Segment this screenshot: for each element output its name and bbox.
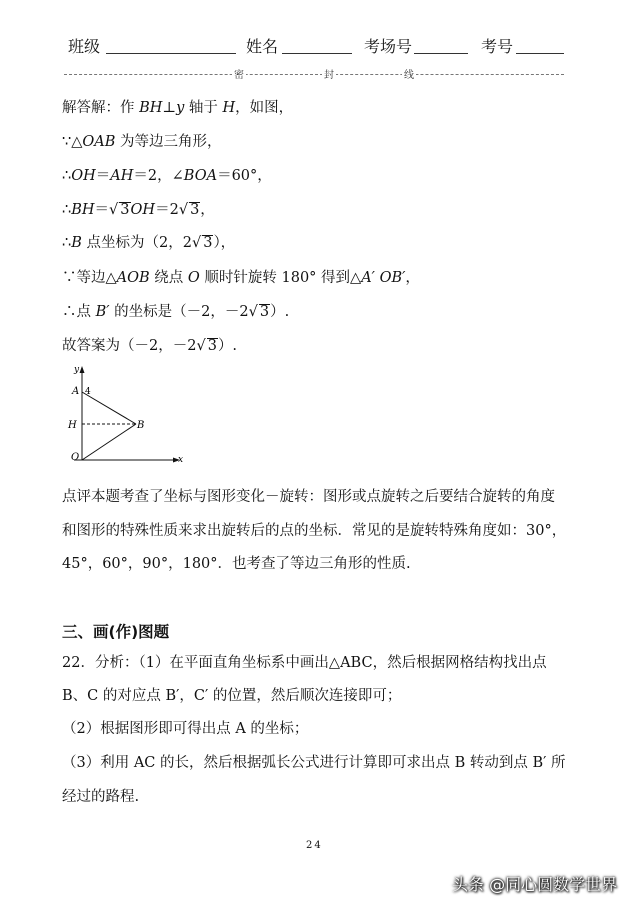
number-blank <box>516 53 564 54</box>
label-b: B <box>137 420 145 431</box>
comment-line-1: 点评本题考查了坐标与图形变化－旋转：图形或点旋转之后要结合旋转的角度 <box>62 489 555 505</box>
room-label: 考场号 <box>364 37 413 56</box>
label-x: x <box>178 455 184 465</box>
comment-line-3: 45°，60°，90°，180°．也考查了等边三角形的性质. <box>62 556 411 572</box>
solution-line-5: ∵等边△AOB 绕点 O 顺时针旋转 180° 得到△A′ OB′， <box>62 270 420 286</box>
q22-line-4: （3）利用 AC 的长，然后根据弧长公式进行计算即可求出点 B 转动到点 B′ 所 <box>62 755 566 771</box>
solution-line-6: ∴点 B′ 的坐标是（－2，－2√ 3）. <box>62 304 290 320</box>
q22-line-5: 经过的路程. <box>62 789 140 805</box>
solution-answer: 故答案为（－2，－2√ 3）. <box>62 338 238 354</box>
label-y: y <box>74 365 80 375</box>
label-h: H <box>68 420 77 431</box>
seal-line <box>64 74 564 75</box>
q22-line-1: 22．分析：（1）在平面直角坐标系中画出△ABC，然后根据网格结构找出点 <box>62 655 547 671</box>
solution-line-4: ∴B 点坐标为（2，2√ 3）， <box>62 235 236 251</box>
solution-line-2: ∴OH＝AH＝2，∠BOA＝60°， <box>62 168 272 184</box>
y-axis-arrow <box>80 366 85 373</box>
name-label: 姓名 <box>246 37 279 56</box>
section-title: 三、画(作)图题 <box>62 623 170 641</box>
solution-line-3: ∴BH＝√ 3OH＝2√ 3， <box>62 202 215 218</box>
class-blank <box>106 53 236 54</box>
q22-line-3: （2）根据图形即可得出点 A 的坐标； <box>62 721 309 737</box>
solution-line-1: ∵△OAB 为等边三角形， <box>62 134 222 150</box>
seal-char-3: 线 <box>402 66 416 81</box>
page-number: 24 <box>306 840 323 851</box>
number-label: 考号 <box>481 37 514 56</box>
label-a: A <box>72 386 80 397</box>
q22-line-2: B、C 的对应点 B′，C′ 的位置，然后顺次连接即可； <box>62 688 402 704</box>
comment-line-2: 和图形的特殊性质来求出旋转后的点的坐标．常见的是旋转特殊角度如：30°， <box>62 523 567 539</box>
segment-ob <box>82 424 136 460</box>
room-blank <box>414 53 468 54</box>
label-4: 4 <box>85 387 91 397</box>
seal-char-1: 密 <box>232 66 246 81</box>
class-label: 班级 <box>68 37 101 56</box>
name-blank <box>282 53 352 54</box>
coordinate-figure <box>60 362 200 472</box>
watermark: 头条 @同心圆数学世界 <box>452 875 618 894</box>
seal-char-2: 封 <box>322 66 336 81</box>
solution-intro: 解答解：作 BH⊥y 轴于 H，如图， <box>62 100 294 116</box>
label-o: O <box>71 452 80 463</box>
